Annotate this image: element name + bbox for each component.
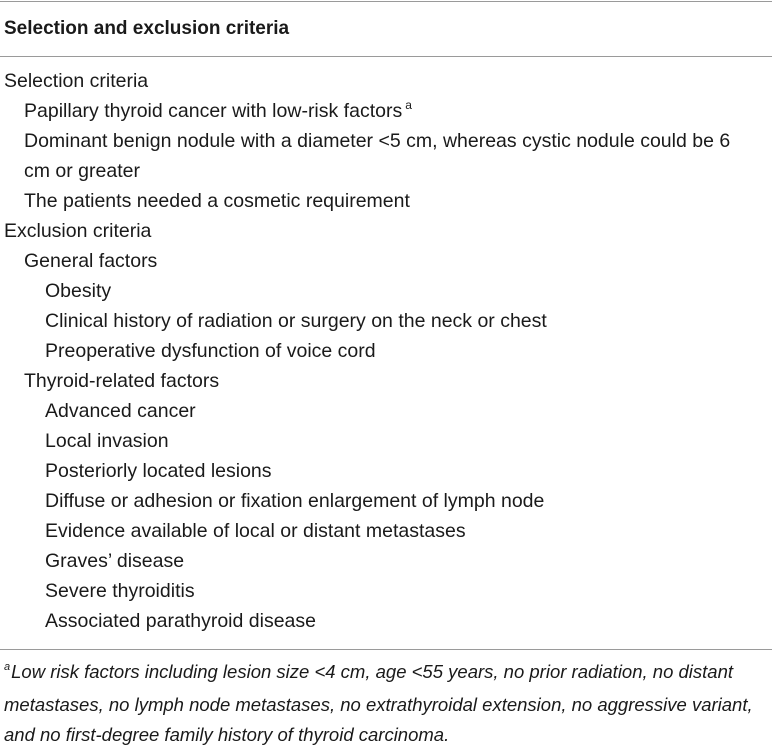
table-bottom-rule [0,649,772,650]
exclusion-item: Posteriorly located lesions [45,460,272,482]
exclusion-item: Associated parathyroid disease [45,610,316,632]
exclusion-item: Clinical history of radiation or surgery on the neck or chest [45,310,547,332]
selection-item [0,96,772,126]
group-label-thyroid: Thyroid-related factors [24,370,220,392]
table-body [0,66,772,636]
selection-item: The patients needed a cosmetic requirement [24,190,410,212]
table-footnote [4,657,768,750]
exclusion-item: Diffuse or adhesion or fixation enlargement of lymph node [45,490,545,512]
exclusion-item: Preoperative dysfunction of voice cord [45,340,376,362]
header-rule [0,56,772,57]
table-top-rule [0,1,772,2]
group-label-general: General factors [24,250,158,272]
section-label-exclusion: Exclusion criteria [4,220,152,242]
exclusion-item: Graves’ disease [45,550,185,572]
footnote-text: Low risk factors including lesion size <4 cm, age <55 years, no prior radiation, no distant metastases, no lymph node metastases, no extrathyroidal extension, no aggressive variant, and no first-degree family history of thyroid carcinoma. [4,661,753,745]
footnote-marker: a [405,98,412,112]
exclusion-item: Obesity [45,280,112,302]
selection-item: Dominant benign nodule with a diameter <5 cm, whereas cystic nodule could be 6 cm or greater [24,130,731,182]
footnote-marker: a [4,661,11,673]
exclusion-item: Evidence available of local or distant metastases [45,520,466,542]
exclusion-item: Advanced cancer [45,400,196,422]
section-label-selection: Selection criteria [4,70,149,92]
exclusion-item: Local invasion [45,430,169,452]
selection-item-text: Papillary thyroid cancer with low-risk factors [24,100,403,122]
table-title: Selection and exclusion criteria [4,18,290,39]
exclusion-item: Severe thyroiditis [45,580,195,602]
